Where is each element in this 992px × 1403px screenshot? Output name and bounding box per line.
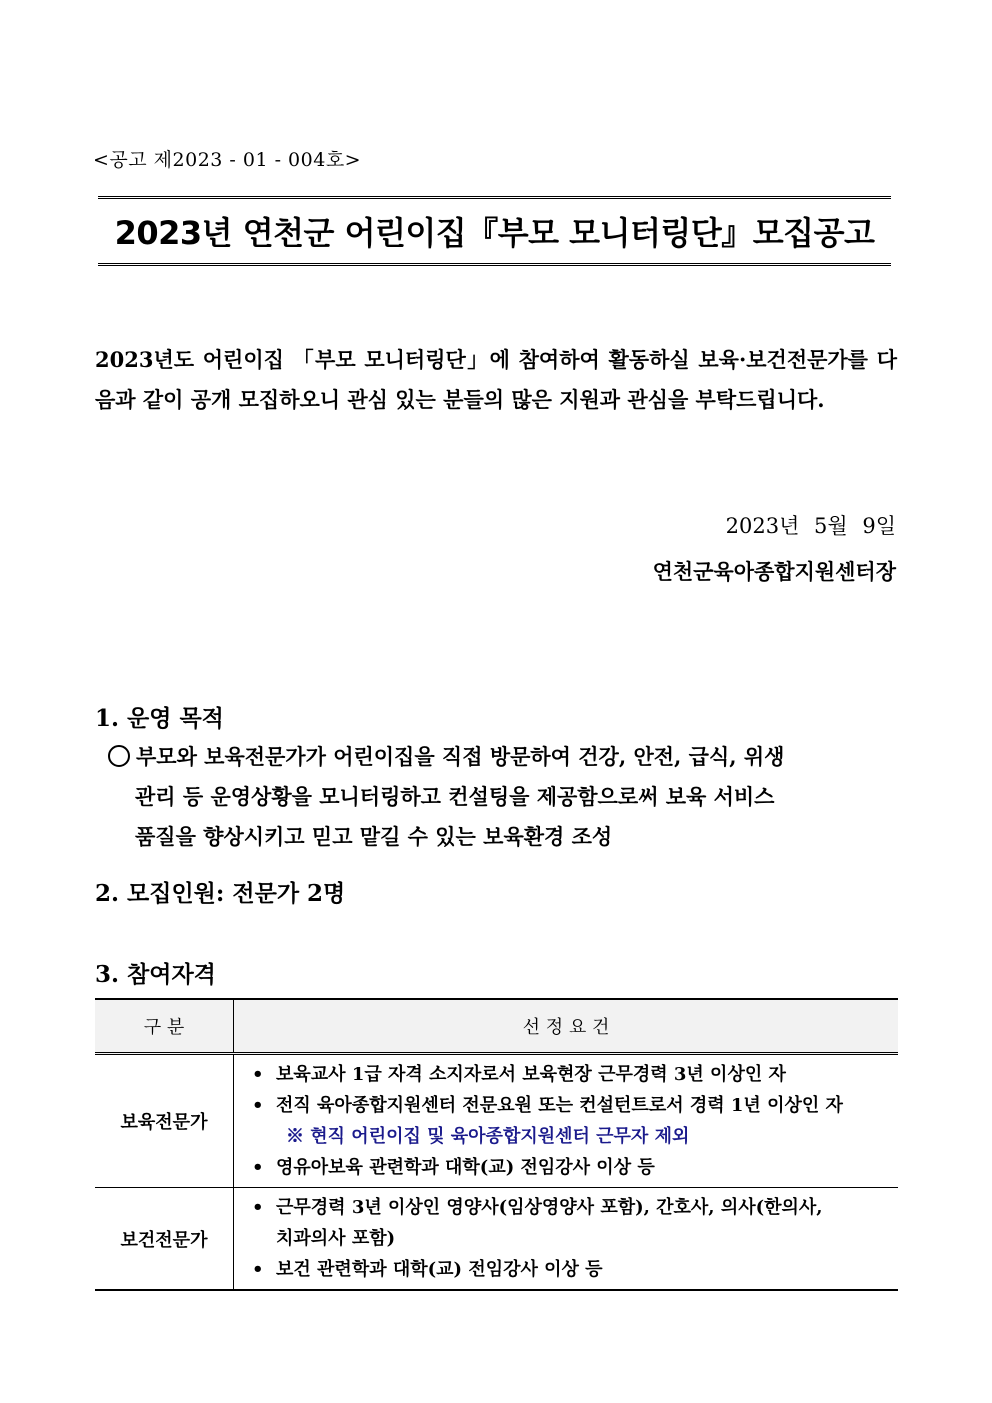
purpose-text xyxy=(108,737,898,857)
notice-date: 2023년 5월 9일 xyxy=(725,514,896,538)
circle-bullet-icon xyxy=(108,745,130,767)
category-cell: 보육전문가 xyxy=(95,1054,234,1188)
header-requirements: 선 정 요 건 xyxy=(234,999,899,1054)
header-category: 구 분 xyxy=(95,999,234,1054)
issuer: 연천군육아종합지원센터장 xyxy=(652,559,896,584)
section-2-heading: 2. 모집인원: 전문가 2명 xyxy=(95,880,346,907)
table-header-row xyxy=(95,999,898,1054)
purpose-line-1: 부모와 보육전문가가 어린이집을 직접 방문하여 건강, 안전, 급식, 위생 xyxy=(136,744,785,769)
requirement-item: • 보건 관련학과 대학(교) 전임강사 이상 등 xyxy=(276,1254,890,1285)
table-row xyxy=(95,1188,898,1291)
section-1-heading: 1. 운영 목적 xyxy=(95,705,224,732)
requirements-cell xyxy=(234,1188,899,1291)
intro-paragraph: 2023년도 어린이집 「부모 모니터링단」에 참여하여 활동하실 보육·보건전문가를 다음과 같이 공개 모집하오니 관심 있는 분들의 많은 지원과 관심을 부탁드립니다. xyxy=(95,347,897,412)
requirement-item: • 영유아보육 관련학과 대학(교) 전임강사 이상 등 xyxy=(276,1152,890,1183)
exclusion-note: ※ 현직 어린이집 및 육아종합지원센터 근무자 제외 xyxy=(286,1126,690,1147)
requirements-cell xyxy=(234,1054,899,1188)
category-cell: 보건전문가 xyxy=(95,1188,234,1291)
requirement-continuation: 치과의사 포함) xyxy=(276,1228,396,1249)
qualification-table xyxy=(95,998,898,1291)
table-row xyxy=(95,1054,898,1188)
notice-number: <공고 제2023 - 01 - 004호> xyxy=(93,149,362,171)
requirement-item: • 전직 육아종합지원센터 전문요원 또는 컨설턴트로서 경력 1년 이상인 자 xyxy=(276,1090,890,1121)
title-box xyxy=(98,196,891,266)
purpose-line-2: 관리 등 운영상황을 모니터링하고 컨설팅을 제공함으로써 보육 서비스 xyxy=(135,784,775,809)
section-3-heading: 3. 참여자격 xyxy=(95,961,216,988)
requirement-item: • 근무경력 3년 이상인 영양사(임상영양사 포함), 간호사, 의사(한의사, xyxy=(276,1192,890,1223)
document-title: 2023년 연천군 어린이집『부모 모니터링단』모집공고 xyxy=(114,214,875,252)
purpose-line-3: 품질을 향상시키고 믿고 맡길 수 있는 보육환경 조성 xyxy=(135,824,613,849)
requirement-item: • 보육교사 1급 자격 소지자로서 보육현장 근무경력 3년 이상인 자 xyxy=(276,1059,890,1090)
